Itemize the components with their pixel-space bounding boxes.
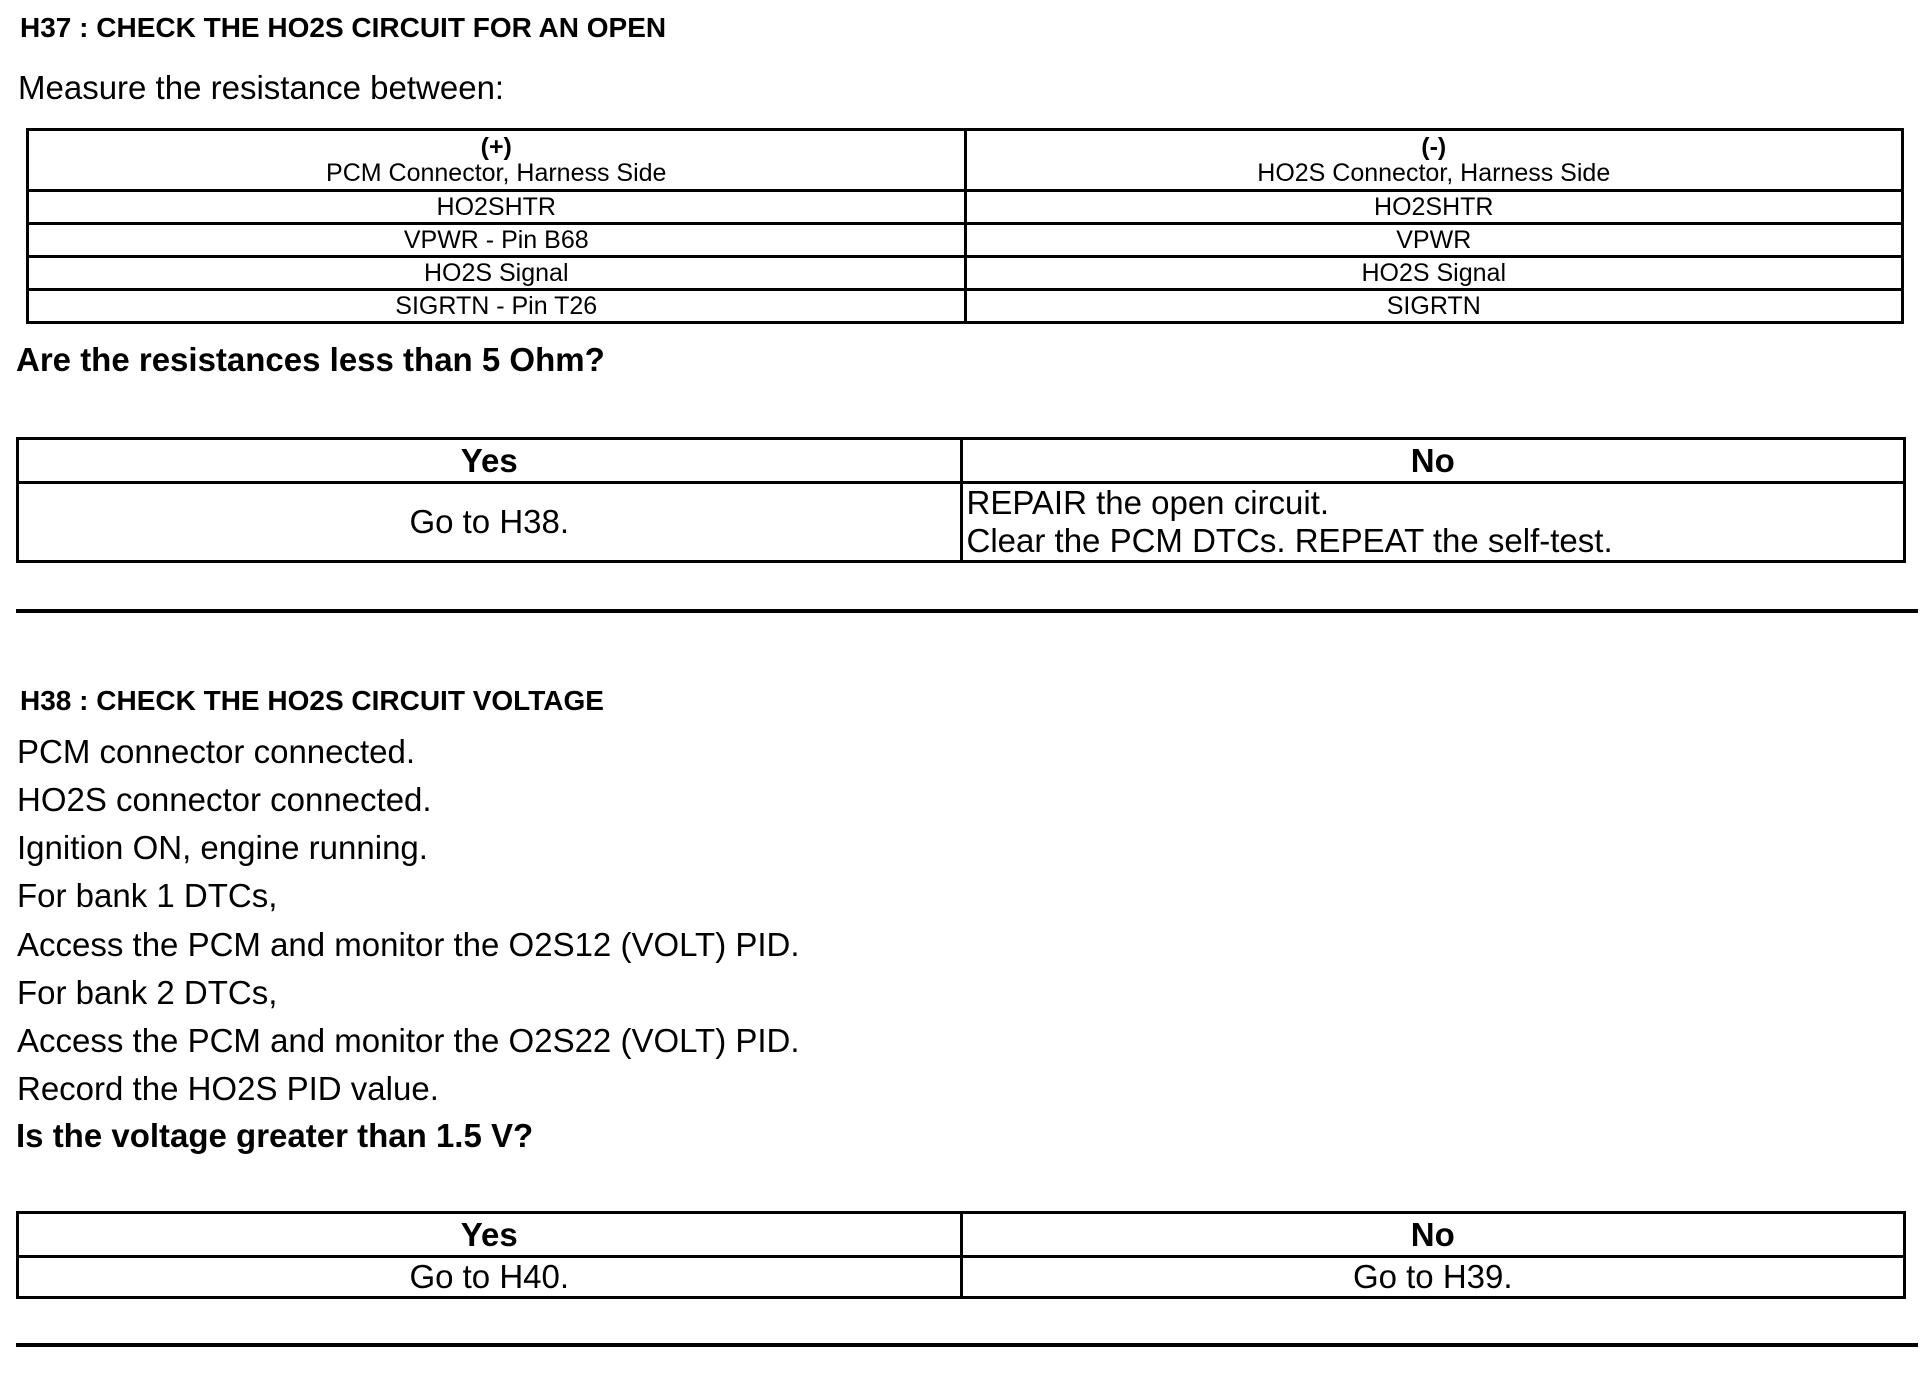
plus-cell: HO2S Signal: [28, 257, 966, 290]
plus-cell: HO2SHTR: [28, 191, 966, 224]
no-action-cell: Go to H39.: [961, 1257, 1905, 1298]
no-header: No: [961, 1213, 1905, 1257]
plus-sign: (+): [480, 133, 512, 161]
plus-column-header: [28, 130, 966, 191]
plus-header-label: PCM Connector, Harness Side: [326, 159, 667, 187]
h38-result-table: [16, 1211, 1906, 1299]
minus-cell: VPWR: [965, 224, 1903, 257]
yes-action-cell: [18, 483, 962, 562]
result-header-row: [18, 1213, 1905, 1257]
h37-intro: Measure the resistance between:: [18, 69, 505, 106]
yes-action-cell: Go to H40.: [18, 1257, 962, 1298]
h38-line: Access the PCM and monitor the O2S22 (VOLT) PID.: [17, 1022, 800, 1059]
minus-header-label: HO2S Connector, Harness Side: [1257, 159, 1611, 187]
step-h37-title: H37 : CHECK THE HO2S CIRCUIT FOR AN OPEN: [20, 12, 667, 43]
yes-header: Yes: [18, 439, 962, 483]
yes-action-text: Go to H38.: [409, 503, 570, 540]
no-header: No: [961, 439, 1905, 483]
result-row: [18, 483, 1905, 562]
h38-line: Record the HO2S PID value.: [17, 1070, 439, 1107]
h38-line: Access the PCM and monitor the O2S12 (VOLT) PID.: [17, 926, 800, 963]
section-divider: [16, 609, 1918, 613]
h37-result-table: [16, 437, 1906, 563]
minus-cell: SIGRTN: [965, 290, 1903, 323]
no-action-line: Clear the PCM DTCs. REPEAT the self-test.: [966, 522, 1613, 559]
minus-cell: HO2S Signal: [965, 257, 1903, 290]
result-row: [18, 1257, 1905, 1298]
plus-cell: SIGRTN - Pin T26: [28, 290, 966, 323]
table-row: [28, 290, 1903, 323]
no-action-line: REPAIR the open circuit.: [966, 484, 1330, 521]
measure-table-header: [28, 130, 1903, 191]
h38-line: For bank 1 DTCs,: [17, 877, 278, 914]
result-header-row: [18, 439, 1905, 483]
minus-sign: (-): [1421, 133, 1447, 161]
table-row: [28, 224, 1903, 257]
table-row: [28, 191, 1903, 224]
h38-line: HO2S connector connected.: [17, 781, 432, 818]
h38-line: PCM connector connected.: [17, 733, 416, 770]
h37-question: Are the resistances less than 5 Ohm?: [16, 341, 605, 378]
no-action-cell: [961, 483, 1905, 562]
h38-line: Ignition ON, engine running.: [17, 829, 428, 866]
h38-question: Is the voltage greater than 1.5 V?: [16, 1117, 534, 1154]
yes-header: Yes: [18, 1213, 962, 1257]
plus-cell: VPWR - Pin B68: [28, 224, 966, 257]
section-divider: [16, 1343, 1918, 1347]
h38-line: For bank 2 DTCs,: [17, 974, 278, 1011]
step-h38-title: H38 : CHECK THE HO2S CIRCUIT VOLTAGE: [20, 685, 604, 716]
measure-table: [26, 128, 1904, 324]
minus-cell: HO2SHTR: [965, 191, 1903, 224]
table-row: [28, 257, 1903, 290]
minus-column-header: [965, 130, 1903, 191]
